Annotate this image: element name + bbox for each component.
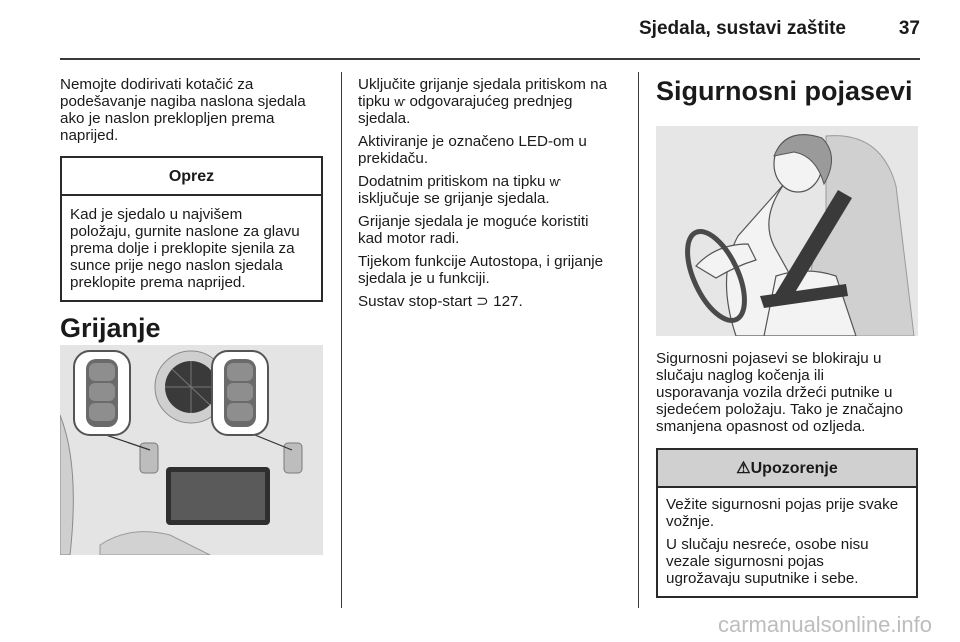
column-divider-right [638, 72, 639, 608]
intro-paragraph: Nemojte dodirivati kotačić za podešavanje nagiba naslona sjedala ako je naslon preklopljen prema naprijed. [60, 76, 306, 144]
page-header-title: Sjedala, sustavi zaštite [639, 18, 846, 39]
watermark: carmanualsonline.info [717, 612, 932, 637]
warning-box [656, 448, 918, 598]
seat-belt-driver-image [656, 126, 918, 336]
caution-text: Kad je sjedalo u najvišem položaju, gurnite naslone za glavu prema dolje i preklopite sjenila za sunce prije nego naslon sjedala preklopite prema naprijed. [70, 206, 300, 291]
warning-triangle-icon: ⚠ [736, 460, 751, 477]
seat-heating-buttons-image [60, 345, 323, 555]
caution-title: Oprez [62, 158, 321, 196]
section-heading-grijanje: Grijanje [60, 313, 161, 343]
column-divider-left [341, 72, 342, 608]
section-heading-seat-belts: Sigurnosni pojasevi [656, 76, 913, 106]
warning-header [658, 450, 916, 488]
heating-instructions: Uključite grijanje sjedala pritiskom na tipku ⱳ odgovarajućeg prednjeg sjedala. Aktiviranje je označeno LED-om u prekidaču. Dodatnim pritiskom na tipku ⱳ isključuje se grijanje sjedala. Grijanje sjedala je moguće koristiti kad motor radi. Tijekom funkcije Autostopa, i grijanje sjedala je u funkciji. Sustav stop-start ⊃ 127. [358, 76, 608, 310]
seat-heating-icon: ⱳ [394, 94, 406, 109]
seat-heating-icon: ⱳ [549, 174, 561, 189]
page-reference-icon: ⊃ [476, 293, 489, 310]
page-number: 37 [898, 18, 920, 39]
header-rule [60, 58, 920, 60]
warning-text: Vežite sigurnosni pojas prije svake vožnje. U slučaju nesreće, osobe nisu vezale sigurnosni pojas ugrožavaju suputnike i sebe. [666, 496, 899, 587]
warning-title: Upozorenje [750, 460, 838, 477]
caution-box [60, 156, 323, 302]
seat-belt-description: Sigurnosni pojasevi se blokiraju u slučaju naglog kočenja ili usporavanja vozila držeći putnike u sjedećem položaju. Tako je značajno smanjena opasnost od ozljeda. [656, 350, 904, 435]
